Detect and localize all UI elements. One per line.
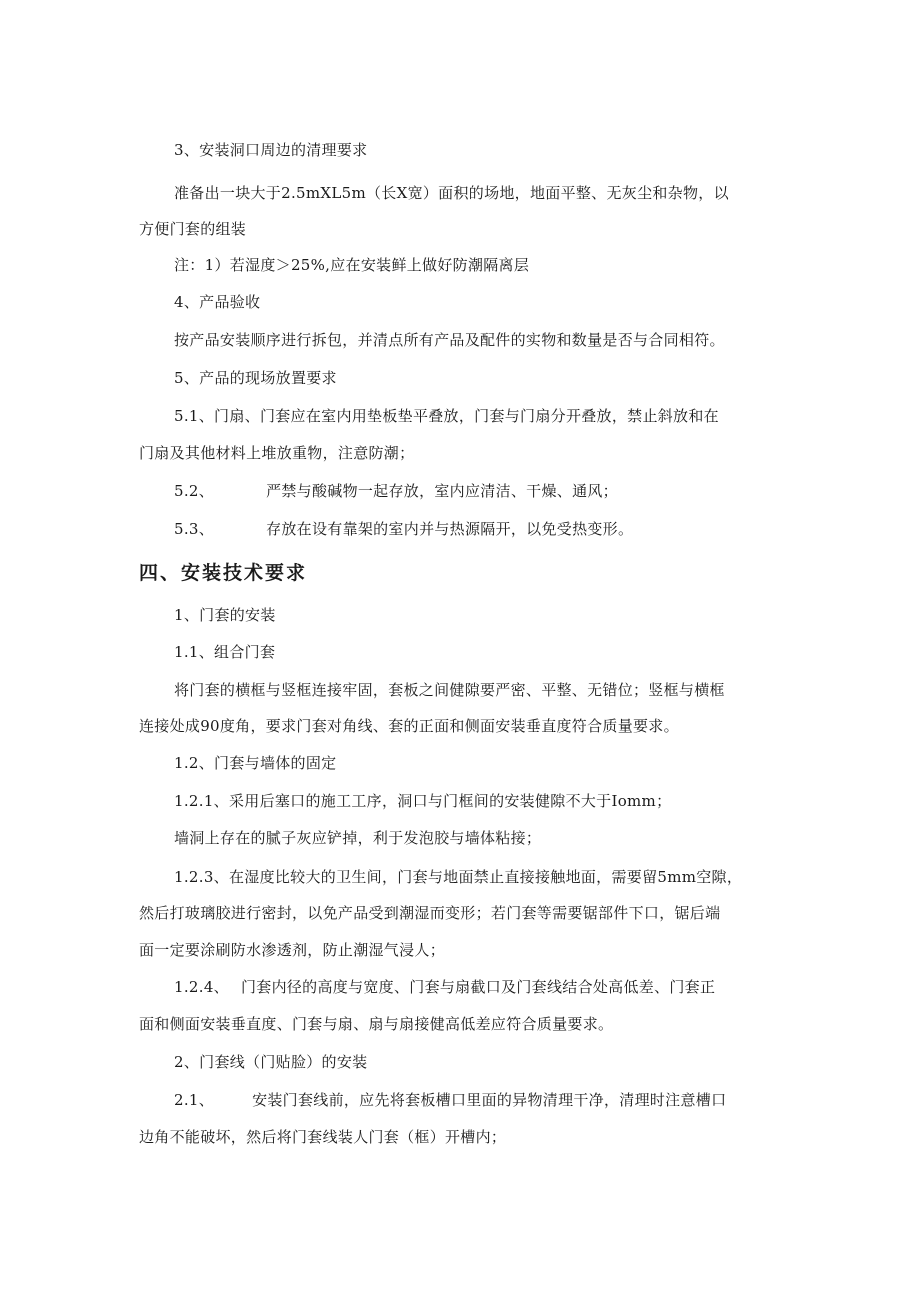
para-2-1-cont: 边角不能破坏，然后将门套线装人门套（框）开槽内； <box>139 1128 507 1146</box>
para-1-2-4-text: 门套内径的高度与宽度、门套与扇截口及门套线结合处高低差、门套正 <box>240 978 716 996</box>
para-5-2-number: 5.2、 <box>174 482 215 500</box>
para-3-title: 3、安装洞口周边的清理要求 <box>174 141 368 159</box>
para-5-2 <box>174 481 618 501</box>
para-2-1-text: 安装门套线前，应先将套板槽口里面的异物清理干净，清理时注意槽口 <box>252 1091 727 1109</box>
para-5-3-text: 存放在设有靠架的室内并与热源隔开，以免受热变形。 <box>266 520 634 538</box>
para-1-2-4 <box>174 977 715 997</box>
para-1-2-3: 1.2.3、在湿度比较大的卫生间，门套与地面禁止直接接触地面，需要留5mm空隙， <box>174 868 743 886</box>
para-1-2-4-number: 1.2.4、 <box>174 978 229 996</box>
para-5-1: 5.1、门扇、门套应在室内用垫板垫平叠放，门套与门扇分开叠放，禁止斜放和在 <box>174 407 719 425</box>
para-1-title: 1、门套的安装 <box>174 606 276 624</box>
para-1-2-title: 1.2、门套与墙体的固定 <box>174 754 337 772</box>
section-heading: 四、安装技术要求 <box>139 562 308 584</box>
para-1-2-4-cont: 面和侧面安装垂直度、门套与扇、扇与扇接健高低差应符合质量要求。 <box>139 1015 614 1033</box>
para-1-1-body-cont: 连接处成90度角，要求门套对角线、套的正面和侧面安装垂直度符合质量要求。 <box>139 717 679 735</box>
para-1-2-3-cont1: 然后打玻璃胶进行密封，以免产品受到潮湿而变形；若门套等需要锯部件下口，锯后端 <box>139 904 721 922</box>
para-5-1-cont: 门扇及其他材料上堆放重物，注意防潮； <box>139 444 415 462</box>
para-2-1-number: 2.1、 <box>174 1091 215 1109</box>
para-2-title: 2、门套线（门贴脸）的安装 <box>174 1053 368 1071</box>
para-5-3 <box>174 519 633 539</box>
para-5-title: 5、产品的现场放置要求 <box>174 369 337 387</box>
para-5-2-text: 严禁与酸碱物一起存放，室内应清洁、干燥、通风； <box>266 482 618 500</box>
para-4-title: 4、产品验收 <box>174 293 261 311</box>
para-4-body: 按产品安装顺序进行拆包，并清点所有产品及配件的实物和数量是否与合同相符。 <box>174 331 725 349</box>
note-humidity: 注：1）若湿度＞25%,应在安装鲜上做好防潮隔离层 <box>174 256 530 274</box>
para-2-1 <box>174 1090 726 1110</box>
para-1-1-title: 1.1、组合门套 <box>174 643 276 661</box>
para-1-1-body: 将门套的横框与竖框连接牢固，套板之间健隙要严密、平整、无错位；竖框与横框 <box>174 681 725 699</box>
para-1-2-3-cont2: 面一定要涂刷防水渗透剂，防止潮湿气浸人； <box>139 941 446 959</box>
para-1-2-1: 1.2.1、采用后塞口的施工工序，洞口与门框间的安装健隙不大于Iomm； <box>174 792 672 810</box>
para-5-3-number: 5.3、 <box>174 520 215 538</box>
para-3-body: 准备出一块大于2.5mXL5m（长X宽）面积的场地，地面平整、无灰尘和杂物，以 <box>174 184 729 202</box>
para-3-body-cont: 方便门套的组装 <box>139 220 247 238</box>
para-1-2-2: 墙洞上存在的腻子灰应铲掉，利于发泡胶与墙体粘接； <box>174 829 542 847</box>
